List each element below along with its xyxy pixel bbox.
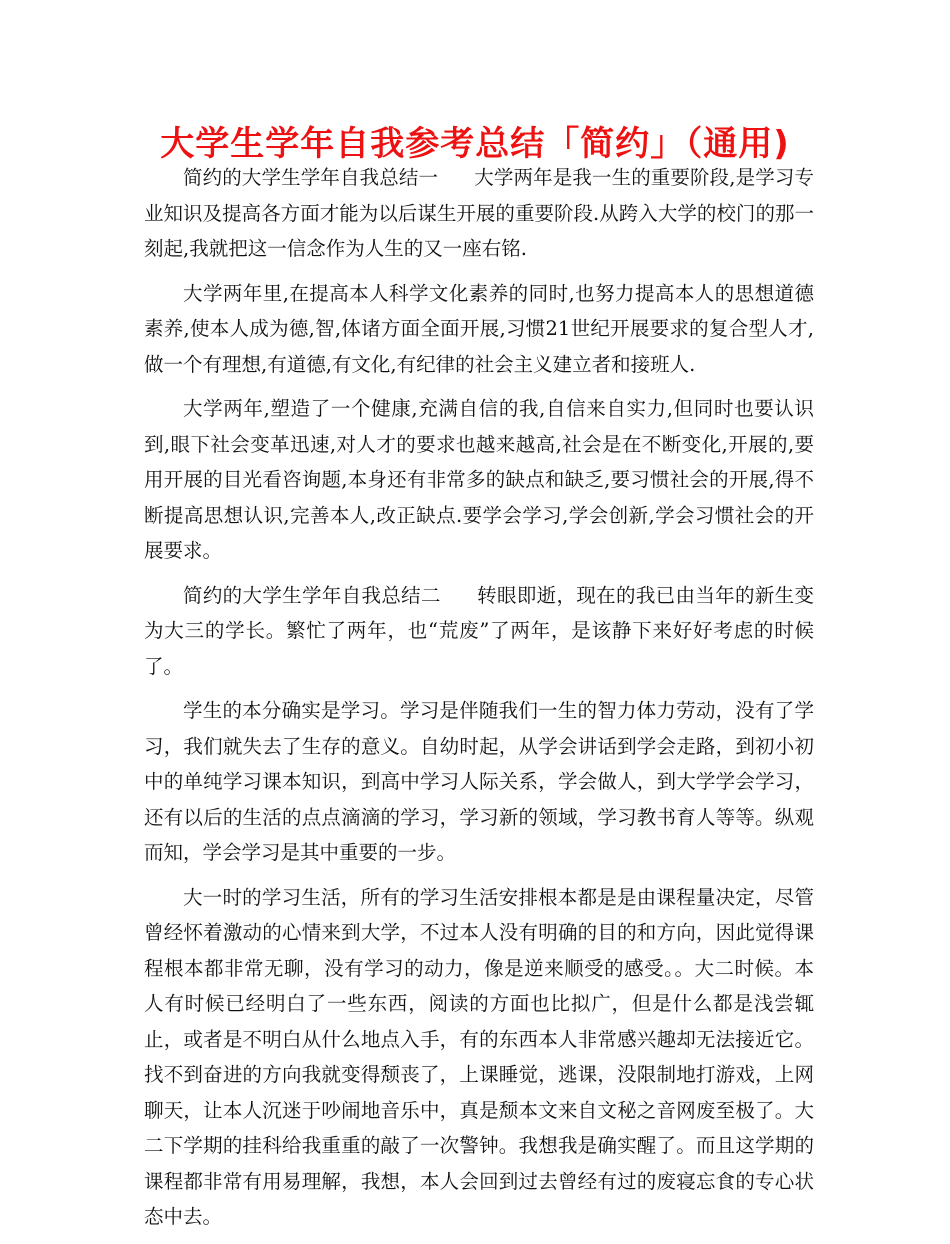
paragraph-text: 大学两年,塑造了一个健康,充满自信的我,自信来自实力,但同时也要认识到,眼下社会变革迅速,对人才的要求也越来越高,社会是在不断变化,开展的,要用开展的目光看咨询题,本身还有非常多的缺点和缺乏,要习惯社会的开展,得不断提高思想认识,完善本人,改正缺点.要学会学习,学会创新,学会习惯社会的开展要求。 xyxy=(144,397,814,562)
section-heading-1: 简约的大学生学年自我总结一 xyxy=(183,166,439,189)
document-body xyxy=(144,160,814,1244)
section-heading-2: 简约的大学生学年自我总结二 xyxy=(183,583,441,607)
paragraph-text: 转眼即逝，现在的我已由当年的新生变为大三的学长。繁忙了两年，也“荒废”了两年，是该静下来好好考虑的时候了。 xyxy=(144,583,814,678)
paragraph-text: 学生的本分确实是学习。学习是伴随我们一生的智力体力劳动，没有了学习，我们就失去了生存的意义。自幼时起，从学会讲话到学会走路，到初小初中的单纯学习课本知识，到高中学习人际关系，学会做人，到大学学会学习，还有以后的生活的点点滴滴的学习，学习新的领域，学习教书育人等等。纵观而知，学会学习是其中重要的一步。 xyxy=(144,699,814,864)
paragraph-1 xyxy=(144,160,814,267)
paragraph-3 xyxy=(144,391,814,569)
paragraph-2 xyxy=(144,276,814,383)
paragraph-6 xyxy=(144,880,814,1235)
paragraph-4 xyxy=(144,578,814,685)
paragraph-text: 大学两年里,在提高本人科学文化素养的同时,也努力提高本人的思想道德素养,使本人成为德,智,体诸方面全面开展,习惯21世纪开展要求的复合型人才,做一个有理想,有道德,有文化,有纪律的社会主义建立者和接班人. xyxy=(144,281,814,376)
paragraph-text: 大学两年是我一生的重要阶段,是学习专业知识及提高各方面才能为以后谋生开展的重要阶段.从跨入大学的校门的那一刻起,我就把这一信念作为人生的又一座右铭. xyxy=(144,166,814,260)
paragraph-text: 大一时的学习生活，所有的学习生活安排根本都是是由课程量决定，尽管曾经怀着激动的心情来到大学，不过本人没有明确的目的和方向，因此觉得课程根本都非常无聊，没有学习的动力，像是逆来顺受的感受。。大二时候。本人有时候已经明白了一些东西，阅读的方面也比拟广，但是什么都是浅尝辄止，或者是不明白从什么地点入手，有的东西本人非常感兴趣却无法接近它。找不到奋进的方向我就变得颓丧了，上课睡觉，逃课，没限制地打游戏，上网聊天，让本人沉迷于吵闹地音乐中，真是颓本文来自文秘之音网废至极了。大二下学期的挂科给我重重的敲了一次警钟。我想我是确实醒了。而且这学期的课程都非常有用易理解，我想，本人会回到过去曾经有过的废寝忘食的专心状态中去。 xyxy=(144,885,814,1228)
document-title: 大学生学年自我参考总结「简约」（通用) xyxy=(160,124,790,164)
paragraph-5 xyxy=(144,693,814,871)
